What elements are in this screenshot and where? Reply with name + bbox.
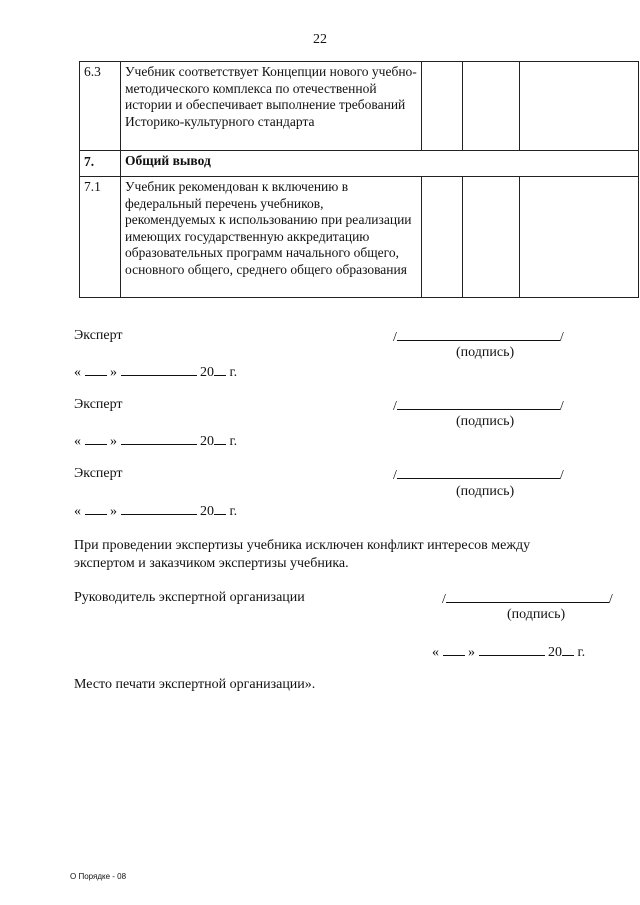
signature-caption: (подпись) xyxy=(456,345,515,360)
day-blank[interactable] xyxy=(85,363,107,376)
quote-open: « xyxy=(432,645,439,660)
signature-blank[interactable] xyxy=(397,397,560,410)
table-row xyxy=(80,151,639,177)
row-number: 7.1 xyxy=(80,177,121,298)
table-row xyxy=(80,62,639,151)
year-suffix: г. xyxy=(229,434,238,449)
month-blank[interactable] xyxy=(121,363,197,376)
slash-open: / xyxy=(442,592,446,607)
signature-blank[interactable] xyxy=(397,328,560,341)
month-blank[interactable] xyxy=(121,502,197,515)
section-title: Общий вывод xyxy=(121,151,639,177)
year-suffix: г. xyxy=(229,504,238,519)
signature-line[interactable] xyxy=(393,397,564,415)
empty-cell xyxy=(463,177,520,298)
year-suffix: г. xyxy=(577,645,586,660)
date-line[interactable] xyxy=(74,432,237,450)
head-label: Руководитель экспертной организации xyxy=(74,590,305,605)
expert-label: Эксперт xyxy=(74,397,123,412)
year-prefix: 20 xyxy=(200,365,214,380)
page-number: 22 xyxy=(313,32,327,47)
year-prefix: 20 xyxy=(548,645,562,660)
year-blank[interactable] xyxy=(214,502,226,515)
section-number: 7. xyxy=(80,151,121,177)
signature-caption: (подпись) xyxy=(456,414,515,429)
head-date-line[interactable] xyxy=(432,643,585,661)
expert-label: Эксперт xyxy=(74,466,123,481)
day-blank[interactable] xyxy=(85,502,107,515)
empty-cell xyxy=(422,62,463,151)
year-prefix: 20 xyxy=(200,434,214,449)
year-prefix: 20 xyxy=(200,504,214,519)
quote-open: « xyxy=(74,434,81,449)
year-suffix: г. xyxy=(229,365,238,380)
date-line[interactable] xyxy=(74,502,237,520)
head-signature-line[interactable] xyxy=(442,590,613,608)
quote-open: « xyxy=(74,365,81,380)
review-table xyxy=(79,61,639,298)
slash-close: / xyxy=(559,330,564,345)
quote-open: « xyxy=(74,504,81,519)
quote-close: » xyxy=(110,434,117,449)
year-blank[interactable] xyxy=(562,643,574,656)
signature-line[interactable] xyxy=(393,466,564,484)
slash-open: / xyxy=(393,399,397,414)
quote-close: » xyxy=(468,645,475,660)
row-text: Учебник рекомендован к включению в федеральный перечень учебников, рекомендуемых к использованию при реализации имеющих государственную аккредитацию образовательных программ начального общего, основного общего, среднего общего образования xyxy=(121,177,422,298)
seal-place-text: Место печати экспертной организации». xyxy=(74,677,316,692)
slash-close: / xyxy=(559,468,564,483)
row-number: 6.3 xyxy=(80,62,121,151)
empty-cell xyxy=(463,62,520,151)
date-line[interactable] xyxy=(74,363,237,381)
head-signature-caption: (подпись) xyxy=(507,607,566,622)
month-blank[interactable] xyxy=(121,432,197,445)
year-blank[interactable] xyxy=(214,363,226,376)
slash-open: / xyxy=(393,468,397,483)
month-blank[interactable] xyxy=(479,643,545,656)
empty-cell xyxy=(520,62,639,151)
table-row xyxy=(80,177,639,298)
quote-close: » xyxy=(110,365,117,380)
signature-blank[interactable] xyxy=(397,466,560,479)
expert-label: Эксперт xyxy=(74,328,123,343)
year-blank[interactable] xyxy=(214,432,226,445)
slash-close: / xyxy=(608,592,613,607)
conflict-statement: При проведении экспертизы учебника исключен конфликт интересов между экспертом и заказчиком экспертизы учебника. xyxy=(74,538,531,571)
quote-close: » xyxy=(110,504,117,519)
row-text: Учебник соответствует Концепции нового учебно-методического комплекса по отечественной истории и обеспечивает выполнение требований Историко-культурного стандарта xyxy=(121,62,422,151)
slash-open: / xyxy=(393,330,397,345)
empty-cell xyxy=(422,177,463,298)
signature-blank[interactable] xyxy=(446,590,609,603)
signature-line[interactable] xyxy=(393,328,564,346)
empty-cell xyxy=(520,177,639,298)
signature-caption: (подпись) xyxy=(456,484,515,499)
day-blank[interactable] xyxy=(85,432,107,445)
day-blank[interactable] xyxy=(443,643,465,656)
page-footer: О Порядке - 08 xyxy=(70,872,127,881)
slash-close: / xyxy=(559,399,564,414)
